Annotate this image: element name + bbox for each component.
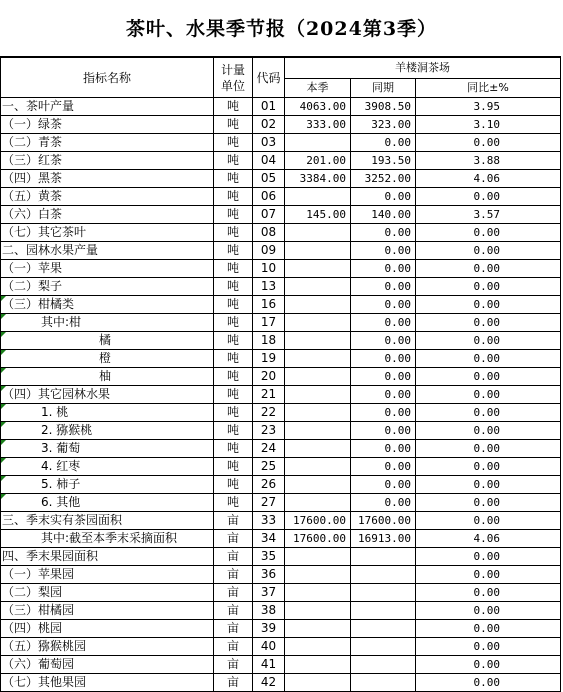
unit-cell[interactable]: 吨 — [214, 134, 253, 152]
unit-cell[interactable]: 吨 — [214, 476, 253, 494]
table-row — [1, 422, 561, 440]
table-row — [1, 440, 561, 458]
header-current: 本季 — [285, 79, 351, 98]
current-value-cell[interactable] — [285, 386, 351, 404]
current-value-cell[interactable] — [285, 458, 351, 476]
unit-cell[interactable]: 吨 — [214, 152, 253, 170]
unit-cell[interactable]: 吨 — [214, 260, 253, 278]
current-value-cell[interactable] — [285, 674, 351, 692]
prior-value-cell[interactable]: 140.00 — [351, 206, 416, 224]
indicator-name-cell[interactable]: 1. 桃 — [1, 404, 214, 422]
unit-cell[interactable]: 吨 — [214, 332, 253, 350]
prior-value-cell[interactable]: 3908.50 — [351, 98, 416, 116]
table-row — [1, 368, 561, 386]
indicator-name-cell[interactable]: （五）猕猴桃园 — [1, 638, 214, 656]
prior-value-cell[interactable]: 0.00 — [351, 188, 416, 206]
prior-value-cell[interactable]: 0.00 — [351, 332, 416, 350]
table-row — [1, 512, 561, 530]
current-value-cell[interactable]: 17600.00 — [285, 530, 351, 548]
prior-value-cell[interactable]: 16913.00 — [351, 530, 416, 548]
header-prior: 同期 — [351, 79, 416, 98]
table-row — [1, 566, 561, 584]
unit-cell[interactable]: 吨 — [214, 368, 253, 386]
prior-value-cell[interactable] — [351, 620, 416, 638]
table-row — [1, 278, 561, 296]
unit-cell[interactable]: 吨 — [214, 206, 253, 224]
unit-cell[interactable]: 吨 — [214, 296, 253, 314]
code-cell[interactable]: 19 — [253, 350, 285, 368]
prior-value-cell[interactable]: 0.00 — [351, 350, 416, 368]
table-row — [1, 476, 561, 494]
current-value-cell[interactable] — [285, 620, 351, 638]
current-value-cell[interactable] — [285, 494, 351, 512]
table-row — [1, 260, 561, 278]
code-cell[interactable]: 25 — [253, 458, 285, 476]
yoy-percent-cell[interactable]: 4.06 — [416, 170, 561, 188]
prior-value-cell[interactable]: 0.00 — [351, 260, 416, 278]
indicator-name-cell[interactable]: （五）黄茶 — [1, 188, 214, 206]
unit-cell[interactable]: 亩 — [214, 620, 253, 638]
prior-value-cell[interactable]: 0.00 — [351, 296, 416, 314]
current-value-cell[interactable] — [285, 314, 351, 332]
current-value-cell[interactable] — [285, 422, 351, 440]
table-row — [1, 602, 561, 620]
current-value-cell[interactable]: 145.00 — [285, 206, 351, 224]
table-row — [1, 350, 561, 368]
unit-cell[interactable]: 亩 — [214, 530, 253, 548]
report-table — [0, 56, 561, 692]
current-value-cell[interactable] — [285, 584, 351, 602]
unit-cell[interactable]: 吨 — [214, 278, 253, 296]
indicator-name-cell[interactable]: 四、季末果园面积 — [1, 548, 214, 566]
indicator-name-cell[interactable]: 一、茶叶产量 — [1, 98, 214, 116]
table-row — [1, 332, 561, 350]
unit-cell[interactable]: 亩 — [214, 566, 253, 584]
table-row — [1, 674, 561, 692]
table-row — [1, 458, 561, 476]
table-row — [1, 296, 561, 314]
prior-value-cell[interactable] — [351, 566, 416, 584]
yoy-percent-cell[interactable]: 3.95 — [416, 98, 561, 116]
unit-cell[interactable]: 吨 — [214, 116, 253, 134]
code-cell[interactable]: 27 — [253, 494, 285, 512]
code-cell[interactable]: 35 — [253, 548, 285, 566]
indicator-name-cell[interactable]: 其中:柑 — [1, 314, 214, 332]
current-value-cell[interactable] — [285, 566, 351, 584]
unit-cell[interactable]: 吨 — [214, 314, 253, 332]
prior-value-cell[interactable]: 193.50 — [351, 152, 416, 170]
table-row — [1, 242, 561, 260]
code-cell[interactable]: 07 — [253, 206, 285, 224]
table-row — [1, 548, 561, 566]
indicator-name-cell[interactable]: （二）青茶 — [1, 134, 214, 152]
current-value-cell[interactable] — [285, 332, 351, 350]
indicator-name-cell[interactable]: （一）苹果 — [1, 260, 214, 278]
yoy-percent-cell[interactable]: 0.00 — [416, 584, 561, 602]
table-row — [1, 530, 561, 548]
yoy-percent-cell[interactable]: 0.00 — [416, 422, 561, 440]
table-row — [1, 386, 561, 404]
prior-value-cell[interactable] — [351, 602, 416, 620]
prior-value-cell[interactable]: 0.00 — [351, 404, 416, 422]
header-group: 羊楼洞茶场 — [285, 57, 561, 79]
current-value-cell[interactable] — [285, 368, 351, 386]
yoy-percent-cell[interactable]: 0.00 — [416, 674, 561, 692]
code-cell[interactable]: 21 — [253, 386, 285, 404]
code-cell[interactable]: 08 — [253, 224, 285, 242]
current-value-cell[interactable] — [285, 602, 351, 620]
current-value-cell[interactable] — [285, 638, 351, 656]
yoy-percent-cell[interactable]: 0.00 — [416, 512, 561, 530]
code-cell[interactable]: 04 — [253, 152, 285, 170]
code-cell[interactable]: 16 — [253, 296, 285, 314]
yoy-percent-cell[interactable]: 0.00 — [416, 620, 561, 638]
yoy-percent-cell[interactable]: 0.00 — [416, 602, 561, 620]
prior-value-cell[interactable]: 17600.00 — [351, 512, 416, 530]
unit-cell[interactable]: 吨 — [214, 458, 253, 476]
code-cell[interactable]: 36 — [253, 566, 285, 584]
indicator-name-cell[interactable]: （二）梨子 — [1, 278, 214, 296]
table-row — [1, 584, 561, 602]
yoy-percent-cell[interactable]: 0.00 — [416, 656, 561, 674]
table-body — [1, 98, 561, 692]
prior-value-cell[interactable]: 0.00 — [351, 278, 416, 296]
indicator-name-cell[interactable]: 其中:截至本季末采摘面积 — [1, 530, 214, 548]
prior-value-cell[interactable]: 0.00 — [351, 494, 416, 512]
code-cell[interactable]: 06 — [253, 188, 285, 206]
indicator-name-cell[interactable]: 5. 柿子 — [1, 476, 214, 494]
indicator-name-cell[interactable]: （三）柑橘园 — [1, 602, 214, 620]
yoy-percent-cell[interactable]: 3.57 — [416, 206, 561, 224]
code-cell[interactable]: 10 — [253, 260, 285, 278]
prior-value-cell[interactable]: 0.00 — [351, 422, 416, 440]
indicator-name-cell[interactable]: （三）柑橘类 — [1, 296, 214, 314]
unit-cell[interactable]: 吨 — [214, 224, 253, 242]
unit-cell[interactable]: 亩 — [214, 548, 253, 566]
prior-value-cell[interactable]: 0.00 — [351, 242, 416, 260]
indicator-name-cell[interactable]: （二）梨园 — [1, 584, 214, 602]
yoy-percent-cell[interactable]: 0.00 — [416, 134, 561, 152]
code-cell[interactable]: 20 — [253, 368, 285, 386]
prior-value-cell[interactable]: 0.00 — [351, 476, 416, 494]
indicator-name-cell[interactable]: 橘 — [1, 332, 214, 350]
yoy-percent-cell[interactable]: 0.00 — [416, 296, 561, 314]
prior-value-cell[interactable]: 0.00 — [351, 314, 416, 332]
yoy-percent-cell[interactable]: 0.00 — [416, 332, 561, 350]
unit-cell[interactable]: 亩 — [214, 602, 253, 620]
table-row — [1, 656, 561, 674]
indicator-name-cell[interactable]: 3. 葡萄 — [1, 440, 214, 458]
table-row — [1, 170, 561, 188]
table-row — [1, 206, 561, 224]
current-value-cell[interactable] — [285, 296, 351, 314]
code-cell[interactable]: 23 — [253, 422, 285, 440]
prior-value-cell[interactable]: 0.00 — [351, 368, 416, 386]
header-yoy: 同比±% — [416, 79, 561, 98]
indicator-name-cell[interactable]: （六）葡萄园 — [1, 656, 214, 674]
prior-value-cell[interactable] — [351, 584, 416, 602]
unit-cell[interactable]: 亩 — [214, 656, 253, 674]
code-cell[interactable]: 33 — [253, 512, 285, 530]
unit-cell[interactable]: 吨 — [214, 170, 253, 188]
table-row — [1, 98, 561, 116]
unit-cell[interactable]: 吨 — [214, 404, 253, 422]
table-row — [1, 620, 561, 638]
report-title: 茶叶、水果季节报（2024第3季） — [125, 18, 438, 40]
indicator-name-cell[interactable]: （一）绿茶 — [1, 116, 214, 134]
indicator-name-cell[interactable]: （四）黑茶 — [1, 170, 214, 188]
indicator-name-cell[interactable]: 6. 其他 — [1, 494, 214, 512]
current-value-cell[interactable] — [285, 242, 351, 260]
table-row — [1, 638, 561, 656]
indicator-name-cell[interactable]: 4. 红枣 — [1, 458, 214, 476]
code-cell[interactable]: 02 — [253, 116, 285, 134]
prior-value-cell[interactable] — [351, 674, 416, 692]
yoy-percent-cell[interactable]: 0.00 — [416, 476, 561, 494]
yoy-percent-cell[interactable]: 0.00 — [416, 242, 561, 260]
yoy-percent-cell[interactable]: 0.00 — [416, 350, 561, 368]
yoy-percent-cell[interactable]: 0.00 — [416, 278, 561, 296]
current-value-cell[interactable] — [285, 278, 351, 296]
table-row — [1, 404, 561, 422]
unit-cell[interactable]: 吨 — [214, 422, 253, 440]
current-value-cell[interactable]: 4063.00 — [285, 98, 351, 116]
unit-cell[interactable]: 吨 — [214, 386, 253, 404]
unit-cell[interactable]: 吨 — [214, 494, 253, 512]
table-row — [1, 152, 561, 170]
code-cell[interactable]: 18 — [253, 332, 285, 350]
unit-cell[interactable]: 亩 — [214, 584, 253, 602]
code-cell[interactable]: 38 — [253, 602, 285, 620]
code-cell[interactable]: 34 — [253, 530, 285, 548]
unit-cell[interactable]: 吨 — [214, 440, 253, 458]
unit-cell[interactable]: 吨 — [214, 98, 253, 116]
current-value-cell[interactable] — [285, 476, 351, 494]
code-cell[interactable]: 37 — [253, 584, 285, 602]
yoy-percent-cell[interactable]: 0.00 — [416, 548, 561, 566]
current-value-cell[interactable] — [285, 224, 351, 242]
current-value-cell[interactable]: 17600.00 — [285, 512, 351, 530]
yoy-percent-cell[interactable]: 0.00 — [416, 404, 561, 422]
prior-value-cell[interactable]: 0.00 — [351, 458, 416, 476]
indicator-name-cell[interactable]: 二、园林水果产量 — [1, 242, 214, 260]
prior-value-cell[interactable]: 3252.00 — [351, 170, 416, 188]
indicator-name-cell[interactable]: （三）红茶 — [1, 152, 214, 170]
indicator-name-cell[interactable]: （七）其他果园 — [1, 674, 214, 692]
yoy-percent-cell[interactable]: 4.06 — [416, 530, 561, 548]
prior-value-cell[interactable]: 323.00 — [351, 116, 416, 134]
unit-cell[interactable]: 吨 — [214, 242, 253, 260]
indicator-name-cell[interactable]: （四）桃园 — [1, 620, 214, 638]
indicator-name-cell[interactable]: （六）白茶 — [1, 206, 214, 224]
prior-value-cell[interactable]: 0.00 — [351, 134, 416, 152]
yoy-percent-cell[interactable]: 0.00 — [416, 386, 561, 404]
indicator-name-cell[interactable]: 三、季末实有茶园面积 — [1, 512, 214, 530]
yoy-percent-cell[interactable]: 3.88 — [416, 152, 561, 170]
unit-cell[interactable]: 亩 — [214, 674, 253, 692]
code-cell[interactable]: 39 — [253, 620, 285, 638]
prior-value-cell[interactable] — [351, 548, 416, 566]
indicator-name-cell[interactable]: 橙 — [1, 350, 214, 368]
prior-value-cell[interactable]: 0.00 — [351, 386, 416, 404]
indicator-name-cell[interactable]: （一）苹果园 — [1, 566, 214, 584]
yoy-percent-cell[interactable]: 0.00 — [416, 260, 561, 278]
table-row — [1, 134, 561, 152]
unit-cell[interactable]: 吨 — [214, 350, 253, 368]
yoy-percent-cell[interactable]: 0.00 — [416, 638, 561, 656]
code-cell[interactable]: 40 — [253, 638, 285, 656]
current-value-cell[interactable] — [285, 656, 351, 674]
indicator-name-cell[interactable]: 2. 猕猴桃 — [1, 422, 214, 440]
yoy-percent-cell[interactable]: 0.00 — [416, 440, 561, 458]
prior-value-cell[interactable] — [351, 638, 416, 656]
unit-cell[interactable]: 吨 — [214, 188, 253, 206]
yoy-percent-cell[interactable]: 0.00 — [416, 224, 561, 242]
code-cell[interactable]: 09 — [253, 242, 285, 260]
prior-value-cell[interactable]: 0.00 — [351, 440, 416, 458]
yoy-percent-cell[interactable]: 0.00 — [416, 566, 561, 584]
table-row — [1, 188, 561, 206]
yoy-percent-cell[interactable]: 0.00 — [416, 368, 561, 386]
unit-cell[interactable]: 亩 — [214, 638, 253, 656]
header-indicator: 指标名称 — [1, 57, 214, 98]
current-value-cell[interactable]: 3384.00 — [285, 170, 351, 188]
current-value-cell[interactable] — [285, 260, 351, 278]
indicator-name-cell[interactable]: 柚 — [1, 368, 214, 386]
current-value-cell[interactable]: 201.00 — [285, 152, 351, 170]
code-cell[interactable]: 03 — [253, 134, 285, 152]
code-cell[interactable]: 22 — [253, 404, 285, 422]
current-value-cell[interactable]: 333.00 — [285, 116, 351, 134]
yoy-percent-cell[interactable]: 0.00 — [416, 188, 561, 206]
current-value-cell[interactable] — [285, 440, 351, 458]
indicator-name-cell[interactable]: （七）其它茶叶 — [1, 224, 214, 242]
code-cell[interactable]: 42 — [253, 674, 285, 692]
header-code: 代码 — [253, 57, 285, 98]
code-cell[interactable]: 26 — [253, 476, 285, 494]
code-cell[interactable]: 41 — [253, 656, 285, 674]
current-value-cell[interactable] — [285, 188, 351, 206]
current-value-cell[interactable] — [285, 350, 351, 368]
code-cell[interactable]: 13 — [253, 278, 285, 296]
current-value-cell[interactable] — [285, 134, 351, 152]
yoy-percent-cell[interactable]: 0.00 — [416, 314, 561, 332]
code-cell[interactable]: 01 — [253, 98, 285, 116]
code-cell[interactable]: 05 — [253, 170, 285, 188]
code-cell[interactable]: 24 — [253, 440, 285, 458]
prior-value-cell[interactable]: 0.00 — [351, 224, 416, 242]
yoy-percent-cell[interactable]: 0.00 — [416, 494, 561, 512]
current-value-cell[interactable] — [285, 548, 351, 566]
indicator-name-cell[interactable]: （四）其它园林水果 — [1, 386, 214, 404]
table-row — [1, 116, 561, 134]
yoy-percent-cell[interactable]: 0.00 — [416, 458, 561, 476]
unit-cell[interactable]: 亩 — [214, 512, 253, 530]
table-row — [1, 224, 561, 242]
prior-value-cell[interactable] — [351, 656, 416, 674]
table-row — [1, 314, 561, 332]
header-unit: 计量单位 — [214, 57, 253, 98]
current-value-cell[interactable] — [285, 404, 351, 422]
yoy-percent-cell[interactable]: 3.10 — [416, 116, 561, 134]
code-cell[interactable]: 17 — [253, 314, 285, 332]
table-row — [1, 494, 561, 512]
